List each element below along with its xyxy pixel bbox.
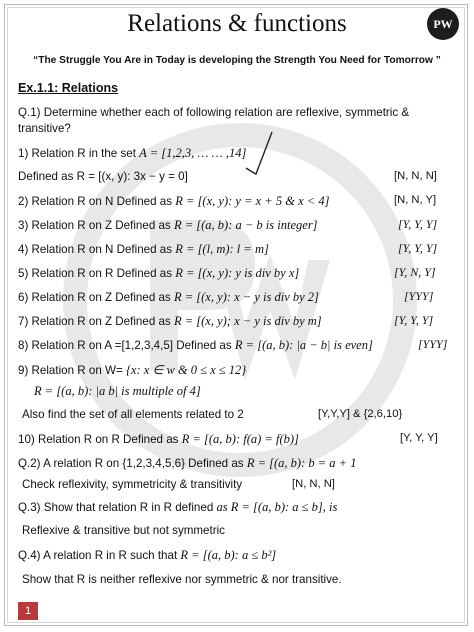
relation-6 (18, 290, 319, 305)
motivational-quote: “The Struggle You Are in Today is developing the Strength You Need for Tomorrow ” (33, 55, 441, 66)
relation-3-text: 3) Relation R on Z Defined as (18, 219, 174, 232)
relation-9-followup: Also find the set of all elements related to 2 (22, 408, 244, 421)
question-2-text: Q.2) A relation R on {1,2,3,4,5,6} Defined as (18, 457, 247, 470)
question-2-answer: [N, N, N] (292, 478, 335, 490)
question-1-line-2: transitive? (18, 122, 71, 135)
question-4-statement: Show that R is neither reflexive nor symmetric & nor transitive. (22, 573, 342, 586)
question-1-line-1: Q.1) Determine whether each of following relation are reflexive, symmetric & (18, 106, 410, 119)
relation-10-text: 10) Relation R on R Defined as (18, 433, 182, 446)
relation-9 (18, 362, 246, 378)
relation-10-math: R = [(a, b): f(a) = f(b)] (181, 432, 299, 446)
question-3-text: Q.3) Show that relation R in R defined (18, 501, 217, 514)
relation-2-text: 2) Relation R on N Defined as (18, 195, 176, 208)
question-3-math: as R = [(a, b): a ≤ b], is (216, 500, 338, 514)
relation-9-text: 9) Relation R on W= (18, 364, 126, 377)
relation-5-text: 5) Relation R on R Defined as (18, 267, 176, 280)
relation-9-answer: [Y,Y,Y] & {2,6,10} (318, 408, 403, 420)
relation-3-answer: [Y, Y, Y] (398, 217, 438, 231)
relation-3 (18, 218, 318, 233)
relation-5-math: R = [(x, y): y is div by x] (175, 266, 300, 280)
relation-7 (18, 314, 322, 329)
relation-4 (18, 242, 269, 257)
relation-9-def-math: R = [(a, b): |a b| is multiple of 4] (34, 384, 201, 398)
question-2-instruction: Check reflexivity, symmetricity & transitivity (22, 478, 243, 491)
question-4 (18, 548, 276, 563)
relation-1-definition: Defined as R = [(x, y): 3x − y = 0] (18, 170, 188, 183)
page-title: Relations & functions (127, 10, 347, 37)
relation-4-math: R = [(l, m): l = m] (175, 242, 269, 256)
relation-8-math: R = [(a, b): |a − b| is even] (234, 338, 373, 352)
relation-5-answer: [Y, N, Y] (394, 265, 436, 279)
relation-2 (18, 194, 329, 209)
relation-1-math: A = [1,2,3, … … ,14] (139, 146, 247, 160)
relation-7-answer: [Y, Y, Y] (394, 313, 434, 327)
question-3 (18, 500, 337, 515)
relation-2-answer: [N, N, Y] (394, 194, 437, 206)
pw-logo: PW (427, 8, 459, 40)
relation-6-math: R = [(x, y): x − y is div by 2] (173, 290, 319, 304)
relation-1 (18, 146, 246, 161)
question-2-math: R = [(a, b): b = a + 1 (246, 456, 357, 470)
question-4-text: Q.4) A relation R in R such that (18, 549, 181, 562)
relation-2-math: R = [(x, y): y = x + 5 & x < 4] (175, 194, 330, 208)
relation-10-answer: [Y, Y, Y] (400, 432, 438, 444)
relation-3-math: R = [(a, b): a − b is integer] (173, 218, 318, 232)
relation-8 (18, 338, 373, 353)
page-number: 1 (18, 602, 38, 620)
relation-10 (18, 432, 299, 447)
question-2 (18, 456, 356, 471)
relation-4-answer: [Y, Y, Y] (398, 241, 438, 255)
relation-6-answer: [YYY] (404, 289, 434, 303)
question-3-statement: Reflexive & transitive but not symmetric (22, 524, 225, 537)
relation-1-answer: [N, N, N] (394, 170, 437, 182)
relation-4-text: 4) Relation R on N Defined as (18, 243, 176, 256)
relation-5 (18, 266, 299, 281)
relation-1-text: 1) Relation R in the set (18, 147, 140, 160)
question-4-math: R = [(a, b): a ≤ b²] (180, 548, 277, 562)
relation-7-text: 7) Relation R on Z Defined as (18, 315, 174, 328)
relation-8-answer: [YYY] (418, 337, 448, 351)
relation-7-math: R = [(x, y); x − y is div by m] (173, 314, 322, 328)
relation-9-math: {x: x ∈ w & 0 ≤ x ≤ 12} (125, 363, 247, 377)
relation-8-text: 8) Relation R on A =[1,2,3,4,5] Defined as (18, 339, 235, 352)
relation-9-definition (34, 384, 201, 399)
pen-mark-icon (244, 130, 274, 175)
section-heading: Ex.1.1: Relations (18, 81, 119, 95)
relation-6-text: 6) Relation R on Z Defined as (18, 291, 174, 304)
